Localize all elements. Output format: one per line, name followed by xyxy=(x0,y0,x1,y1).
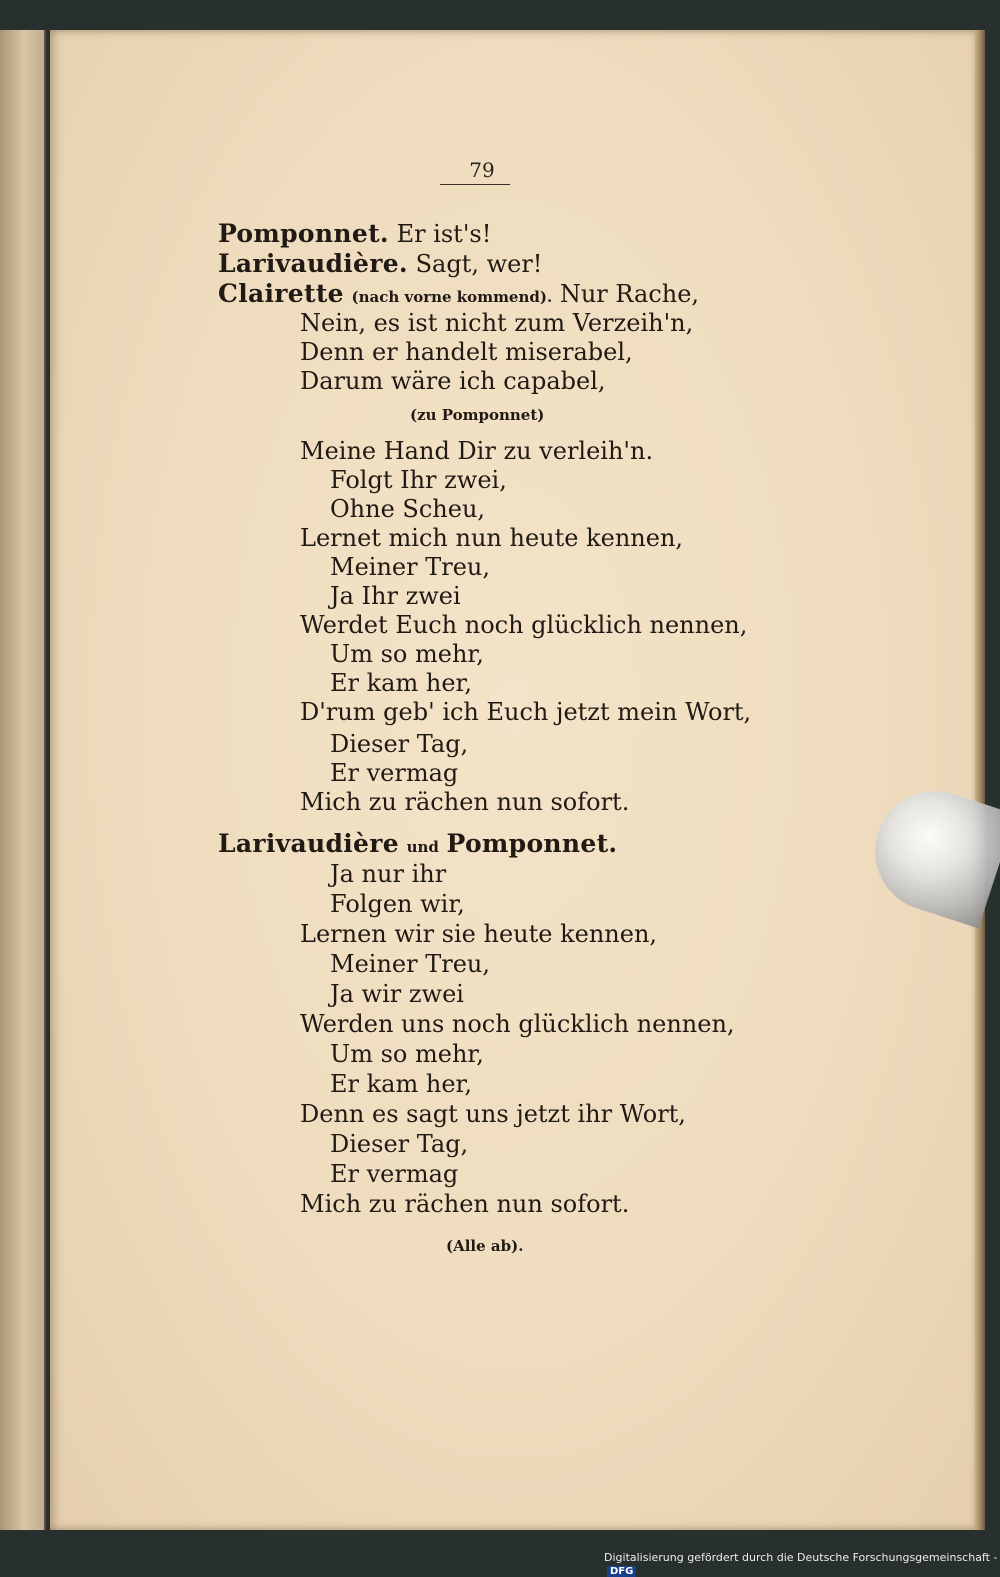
verse-line: Meiner Treu, xyxy=(330,553,490,581)
verse-line: Um so mehr, xyxy=(330,1040,484,1068)
dfg-logo: DFG xyxy=(607,1566,636,1577)
digitization-credit xyxy=(604,1551,1000,1577)
verse-line: Er kam her, xyxy=(330,669,472,697)
verse-line: Ja nur ihr xyxy=(330,860,447,888)
verse-line: Denn er handelt miserabel, xyxy=(300,338,633,366)
adjacent-page-edge xyxy=(0,30,46,1530)
line-text: Nur Rache, xyxy=(559,280,700,308)
page-stack-edge xyxy=(975,30,985,1530)
verse-line: Mich zu rächen nun sofort. xyxy=(300,1190,630,1218)
speaker-name: Pomponnet. xyxy=(218,219,389,248)
dialogue-line xyxy=(218,250,542,278)
verse-line: Meine Hand Dir zu verleih'n. xyxy=(300,437,654,465)
speaker-name: Larivaudière xyxy=(218,829,399,858)
stage-direction: (nach vorne kommend). xyxy=(351,288,553,306)
stage-direction: (zu Pomponnet) xyxy=(410,406,545,424)
page-number: 79 xyxy=(469,158,495,182)
verse-line: Er vermag xyxy=(330,759,459,787)
verse-line: Darum wäre ich capabel, xyxy=(300,367,606,395)
verse-line: Werden uns noch glücklich nennen, xyxy=(300,1010,735,1038)
speaker-name: Larivaudière. xyxy=(218,249,408,278)
verse-line: Lernen wir sie heute kennen, xyxy=(300,920,658,948)
speaker-name: Pomponnet. xyxy=(446,829,618,858)
speaker-name: Clairette xyxy=(218,279,344,308)
verse-line: Nein, es ist nicht zum Verzeih'n, xyxy=(300,309,694,337)
verse-line: Dieser Tag, xyxy=(330,1130,469,1158)
verse-line: Mich zu rächen nun sofort. xyxy=(300,788,630,816)
verse-line: Werdet Euch noch glücklich nennen, xyxy=(300,611,748,639)
verse-line: Denn es sagt uns jetzt ihr Wort, xyxy=(300,1100,686,1128)
verse-line: Ja wir zwei xyxy=(330,980,464,1008)
dialogue-line xyxy=(218,280,699,311)
page-number-rule xyxy=(440,184,510,185)
dialogue-line xyxy=(218,220,491,248)
verse-line: Er vermag xyxy=(330,1160,459,1188)
stage-direction: (Alle ab). xyxy=(446,1237,524,1255)
verse-line: Folgt Ihr zwei, xyxy=(330,466,507,494)
verse-line: Er kam her, xyxy=(330,1070,472,1098)
verse-line: Lernet mich nun heute kennen, xyxy=(300,524,684,552)
verse-line: Ohne Scheu, xyxy=(330,495,486,523)
speaker-joiner: und xyxy=(406,838,439,856)
verse-line: Dieser Tag, xyxy=(330,730,469,758)
verse-line: Um so mehr, xyxy=(330,640,484,668)
line-text: Er ist's! xyxy=(396,220,492,248)
line-text: Sagt, wer! xyxy=(415,250,543,278)
verse-line: D'rum geb' ich Euch jetzt mein Wort, xyxy=(300,698,752,726)
verse-line: Ja Ihr zwei xyxy=(330,582,461,610)
verse-line: Folgen wir, xyxy=(330,890,465,918)
credit-text: Digitalisierung gefördert durch die Deutsche Forschungsgemeinschaft - xyxy=(604,1551,998,1564)
dialogue-line xyxy=(218,830,617,861)
verse-line: Meiner Treu, xyxy=(330,950,490,978)
